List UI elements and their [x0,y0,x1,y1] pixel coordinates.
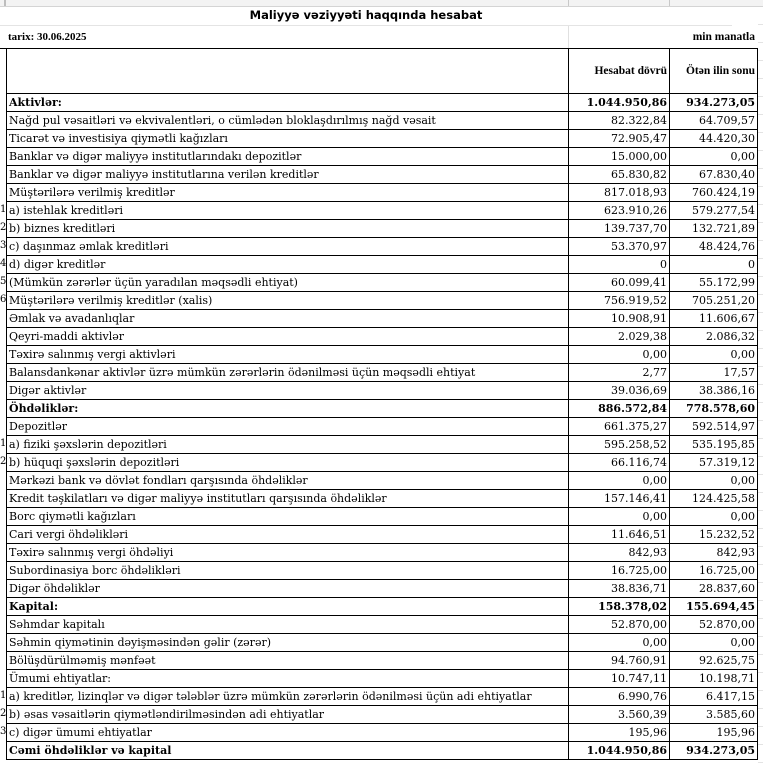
table-row [7,580,758,598]
value-current-period: 82.322,84 [569,112,670,130]
table-row [7,166,758,184]
table-row [7,562,758,580]
value-current-period: 60.099,41 [569,274,670,292]
row-label: Təxirə salınmış vergi öhdəliyi [7,544,569,562]
currency-unit: min manatla [692,31,755,43]
value-current-period: 52.870,00 [569,616,670,634]
value-previous-year-end: 579.277,54 [670,202,758,220]
table-row [7,616,758,634]
row-label: a) kreditlər, lizinqlər və digər tələblər üzrə mümkün zərərlərin ödənilməsi üçün adi ehtiyatlar [7,688,569,706]
report-meta-row [0,26,757,49]
table-row [7,508,758,526]
row-number-fragment: 4 [0,258,6,269]
row-number-fragment: 1 [0,204,6,215]
table-row [7,706,758,724]
value-previous-year-end: 16.725,00 [670,562,758,580]
row-label: Borc qiymətli kağızları [7,508,569,526]
value-previous-year-end: 44.420,30 [670,130,758,148]
row-label: Səhmin qiymətinin dəyişməsindən gəlir (zərər) [7,634,569,652]
row-label: c) daşınmaz əmlak kreditləri [7,238,569,256]
row-label: Subordinasiya borc öhdəlikləri [7,562,569,580]
value-current-period: 0,00 [569,472,670,490]
value-current-period: 65.830,82 [569,166,670,184]
value-current-period: 38.836,71 [569,580,670,598]
value-current-period: 1.044.950,86 [569,742,670,760]
value-current-period: 10.747,11 [569,670,670,688]
table-row [7,292,758,310]
value-current-period: 15.000,00 [569,148,670,166]
row-label: Cəmi öhdəliklər və kapital [7,742,569,760]
row-label: Digər öhdəliklər [7,580,569,598]
column-divider [568,26,569,48]
value-current-period: 72.905,47 [569,130,670,148]
row-label: Əmlak və avadanlıqlar [7,310,569,328]
value-current-period: 157.146,41 [569,490,670,508]
table-row [7,400,758,418]
row-number-fragment: 1 [0,438,6,449]
row-label: Nağd pul vəsaitləri və ekvivalentləri, o cümlədən bloklaşdırılmış nağd vəsait [7,112,569,130]
row-label: a) istehlak kreditləri [7,202,569,220]
value-previous-year-end: 0,00 [670,508,758,526]
row-label: Ticarət və investisiya qiymətli kağızları [7,130,569,148]
value-previous-year-end: 778.578,60 [670,400,758,418]
value-previous-year-end: 705.251,20 [670,292,758,310]
table-row [7,742,758,760]
row-label: Ümumi ehtiyatlar: [7,670,569,688]
value-current-period: 0 [569,256,670,274]
report-date: tarix: 30.06.2025 [8,31,87,43]
table-row [7,418,758,436]
value-current-period: 94.760,91 [569,652,670,670]
table-row [7,526,758,544]
row-label: Təxirə salınmış vergi aktivləri [7,346,569,364]
column-header-previous-year-end: Ötən ilin sonu [670,49,758,94]
table-row [7,634,758,652]
value-previous-year-end: 52.870,00 [670,616,758,634]
table-row [7,670,758,688]
row-label: Qeyri-maddi aktivlər [7,328,569,346]
table-row [7,364,758,382]
table-row [7,346,758,364]
value-current-period: 0,00 [569,634,670,652]
value-previous-year-end: 17,57 [670,364,758,382]
row-number-fragment: 1 [0,690,6,701]
value-current-period: 6.990,76 [569,688,670,706]
value-previous-year-end: 592.514,97 [670,418,758,436]
column-header-current-period: Hesabat dövrü [569,49,670,94]
value-previous-year-end: 3.585,60 [670,706,758,724]
value-previous-year-end: 155.694,45 [670,598,758,616]
table-row [7,148,758,166]
value-previous-year-end: 0,00 [670,472,758,490]
value-previous-year-end: 760.424,19 [670,184,758,202]
report-title: Maliyyə vəziyyəti haqqında hesabat [0,6,732,26]
table-row [7,598,758,616]
value-current-period: 139.737,70 [569,220,670,238]
row-number-fragment: 2 [0,456,6,467]
row-number-fragment: 6 [0,294,6,305]
value-current-period: 595.258,52 [569,436,670,454]
row-label: b) hüquqi şəxslərin depozitləri [7,454,569,472]
table-row [7,274,758,292]
value-previous-year-end: 57.319,12 [670,454,758,472]
value-previous-year-end: 11.606,67 [670,310,758,328]
value-previous-year-end: 6.417,15 [670,688,758,706]
row-label: c) digər ümumi ehtiyatlar [7,724,569,742]
value-previous-year-end: 195,96 [670,724,758,742]
table-row [7,112,758,130]
row-label: Balansdankənar aktivlər üzrə mümkün zərərlərin ödənilməsi üçün məqsədli ehtiyat [7,364,569,382]
row-label: Müştərilərə verilmiş kreditlər [7,184,569,202]
table-row [7,94,758,112]
table-header-row [7,49,758,94]
row-number-fragment: 3 [0,240,6,251]
table-row [7,544,758,562]
value-current-period: 2,77 [569,364,670,382]
value-previous-year-end: 0 [670,256,758,274]
row-label: d) digər kreditlər [7,256,569,274]
row-label: b) əsas vəsaitlərin qiymətləndirilməsindən adi ehtiyatlar [7,706,569,724]
table-row [7,310,758,328]
value-current-period: 817.018,93 [569,184,670,202]
value-current-period: 623.910,26 [569,202,670,220]
value-previous-year-end: 92.625,75 [670,652,758,670]
value-current-period: 3.560,39 [569,706,670,724]
value-current-period: 0,00 [569,346,670,364]
table-row [7,130,758,148]
value-current-period: 661.375,27 [569,418,670,436]
table-row [7,436,758,454]
row-label: Kredit təşkilatları və digər maliyyə institutları qarşısında öhdəliklər [7,490,569,508]
row-number-fragment: 2 [0,708,6,719]
row-label: Bölüşdürülməmiş mənfəət [7,652,569,670]
table-row [7,454,758,472]
value-previous-year-end: 64.709,57 [670,112,758,130]
value-previous-year-end: 15.232,52 [670,526,758,544]
value-current-period: 1.044.950,86 [569,94,670,112]
row-number-fragment: 3 [0,726,6,737]
table-row [7,238,758,256]
value-previous-year-end: 48.424,76 [670,238,758,256]
table-row [7,490,758,508]
row-label: Banklar və digər maliyyə institutlarına verilən kreditlər [7,166,569,184]
table-row [7,382,758,400]
financial-position-table [6,48,758,760]
row-label: Banklar və digər maliyyə institutlarındakı depozitlər [7,148,569,166]
row-label: (Mümkün zərərlər üçün yaradılan məqsədli ehtiyat) [7,274,569,292]
value-current-period: 195,96 [569,724,670,742]
value-current-period: 2.029,38 [569,328,670,346]
value-previous-year-end: 934.273,05 [670,742,758,760]
value-previous-year-end: 132.721,89 [670,220,758,238]
value-current-period: 66.116,74 [569,454,670,472]
row-label: Mərkəzi bank və dövlət fondları qarşısında öhdəliklər [7,472,569,490]
row-label: Digər aktivlər [7,382,569,400]
row-label: Səhmdar kapitalı [7,616,569,634]
table-row [7,220,758,238]
value-current-period: 53.370,97 [569,238,670,256]
value-previous-year-end: 0,00 [670,346,758,364]
value-current-period: 16.725,00 [569,562,670,580]
value-previous-year-end: 10.198,71 [670,670,758,688]
value-current-period: 10.908,91 [569,310,670,328]
value-current-period: 39.036,69 [569,382,670,400]
value-previous-year-end: 38.386,16 [670,382,758,400]
value-current-period: 756.919,52 [569,292,670,310]
table-row [7,184,758,202]
table-row [7,724,758,742]
table-row [7,202,758,220]
value-previous-year-end: 28.837,60 [670,580,758,598]
value-previous-year-end: 0,00 [670,148,758,166]
value-current-period: 158.378,02 [569,598,670,616]
table-row [7,472,758,490]
row-label: Cari vergi öhdəlikləri [7,526,569,544]
table-row [7,652,758,670]
table-row [7,328,758,346]
value-previous-year-end: 67.830,40 [670,166,758,184]
value-current-period: 0,00 [569,508,670,526]
value-previous-year-end: 934.273,05 [670,94,758,112]
gridlines [758,7,763,764]
row-label: Öhdəliklər: [7,400,569,418]
value-previous-year-end: 124.425,58 [670,490,758,508]
value-previous-year-end: 842,93 [670,544,758,562]
table-row [7,688,758,706]
row-number-fragment: 2 [0,222,6,233]
column-header-item [7,49,569,94]
value-previous-year-end: 0,00 [670,634,758,652]
value-current-period: 842,93 [569,544,670,562]
value-current-period: 11.646,51 [569,526,670,544]
row-label: Depozitlər [7,418,569,436]
table-row [7,256,758,274]
row-label: Müştərilərə verilmiş kreditlər (xalis) [7,292,569,310]
row-label: Kapital: [7,598,569,616]
value-previous-year-end: 2.086,32 [670,328,758,346]
row-label: Aktivlər: [7,94,569,112]
row-label: b) biznes kreditləri [7,220,569,238]
row-label: a) fiziki şəxslərin depozitləri [7,436,569,454]
value-previous-year-end: 535.195,85 [670,436,758,454]
value-current-period: 886.572,84 [569,400,670,418]
value-previous-year-end: 55.172,99 [670,274,758,292]
row-number-fragment: 5 [0,276,6,287]
